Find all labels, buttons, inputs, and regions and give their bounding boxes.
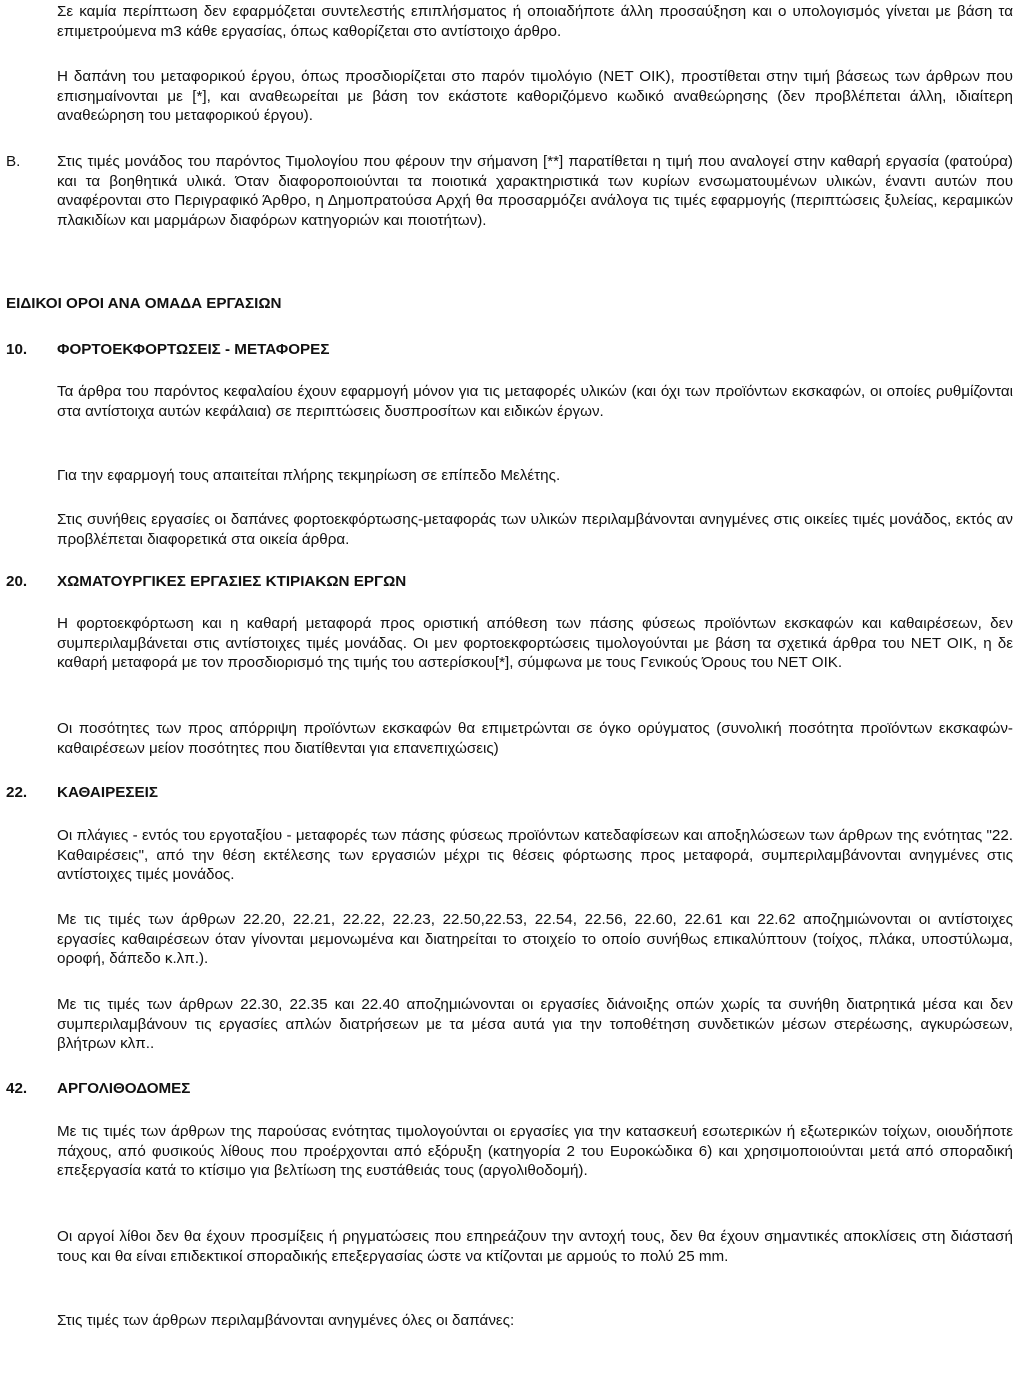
section-42-paragraph-3: Στις τιμές των άρθρων περιλαμβάνονται ανηγμένες όλες οι δαπάνες: [57,1312,515,1329]
section-22-paragraph-3: Με τις τιμές των άρθρων 22.30, 22.35 και 22.40 αποζημιώνονται οι εργασίες διάνοιξης οπών χωρίς τα συνήθη διατρητικά μέσα και δεν συμπεριλαμβάνουν τις εργασίες απλών διατρήσεων με τα μέσα αυτά για την τοποθέτηση συνδετικών μέσων στερέωσης, αγκυρώσεων, βλήτρων κλπ.. [57,996,1013,1053]
section-20-title: ΧΩΜΑΤΟΥΡΓΙΚΕΣ ΕΡΓΑΣΙΕΣ ΚΤΙΡΙΑΚΩΝ ΕΡΓΩΝ [57,573,407,590]
section-20-number: 20. [6,573,28,590]
section-22-paragraph-1: Οι πλάγιες - εντός του εργοταξίου - μεταφορές των πάσης φύσεως προϊόντων κατεδαφίσεων και αποξηλώσεων των άρθρων της ενότητας "22. Καθαιρέσεις", από την θέση εκτέλεσης των εργασιών μέχρι τις θέσεις φόρτωσης προς μεταφορά, συμπεριλαμβάνονται ανηγμένες στις αντίστοιχες τιμές μονάδος. [57,827,1013,884]
section-42-number: 42. [6,1080,28,1097]
section-20-paragraph-2: Οι ποσότητες των προς απόρριψη προϊόντων εκσκαφών θα επιμετρώνται σε όγκο ορύγματος (συνολική ποσότητα προϊόντων εκσκαφών- καθαιρέσεων μείον ποσότητες που διατίθενται για επανεπιχώσεις) [57,720,1013,757]
section-10-paragraph-3: Στις συνήθεις εργασίες οι δαπάνες φορτοεκφόρτωσης-μεταφοράς των υλικών περιλαμβάνονται ανηγμένες στις οικείες τιμές μονάδος, εκτός αν προβλέπεται διαφορετικά στα οικεία άρθρα. [57,511,1013,548]
section-22-number: 22. [6,784,28,801]
item-b-marker: B. [6,153,21,170]
section-22-paragraph-2: Με τις τιμές των άρθρων 22.20, 22.21, 22.22, 22.23, 22.50,22.53, 22.54, 22.56, 22.60, 22.61 και 22.62 αποζημιώνονται οι αντίστοιχες εργασίες καθαιρέσεων όταν γίνονται μεμονωμένα και διατηρείται το στοιχείο το οποίο συνήθως επικαλύπτουν (τοίχος, πλάκα, υποστύλωμα, οροφή, δάπεδο κ.λπ.). [57,911,1013,968]
intro-paragraph-1: Σε καμία περίπτωση δεν εφαρμόζεται συντελεστής επιπλήσματος ή οποιαδήποτε άλλη προσαύξηση και ο υπολογισμός γίνεται με βάση τα επιμετρούμενα m3 κάθε εργασίας, όπως καθορίζεται στο αντίστοιχο άρθρο. [57,3,1013,40]
section-10-paragraph-1: Τα άρθρα του παρόντος κεφαλαίου έχουν εφαρμογή μόνον για τις μεταφορές υλικών (και όχι των προϊόντων εκσκαφών, οι οποίες ρυθμίζονται στα αντίστοιχα αυτών κεφάλαια) σε περιπτώσεις δυσπροσίτων και ειδικών έργων. [57,383,1013,420]
special-terms-heading: ΕΙΔΙΚΟΙ ΟΡΟΙ ΑΝΑ ΟΜΑΔΑ ΕΡΓΑΣΙΩΝ [6,295,282,312]
section-10-paragraph-2: Για την εφαρμογή τους απαιτείται πλήρης τεκμηρίωση σε επίπεδο Μελέτης. [57,467,561,484]
section-10-title: ΦΟΡΤΟΕΚΦΟΡΤΩΣΕΙΣ - ΜΕΤΑΦΟΡΕΣ [57,341,330,358]
section-20-paragraph-1: Η φορτοεκφόρτωση και η καθαρή μεταφορά προς οριστική απόθεση των πάσης φύσεως προϊόντων εκσκαφών και καθαιρέσεων, δεν συμπεριλαμβάνεται στις αντίστοιχες τιμές μονάδας. Οι μεν φορτοεκφορτώσεις τιμολογούνται με βάση τα σχετικά άρθρα του ΝΕΤ ΟΙΚ, η δε καθαρή μεταφορά με τον προσδιορισμό της τιμής του αστερίσκου[*], σύμφωνα με τους Γενικούς Όρους του ΝΕΤ ΟΙΚ. [57,615,1013,672]
item-b-paragraph: Στις τιμές μονάδος του παρόντος Τιμολογίου που φέρουν την σήμανση [**] παρατίθεται η τιμή που αναλογεί στην καθαρή εργασία (φατούρα) και τα βοηθητικά υλικά. Όταν διαφοροποιούνται τα ποιοτικά χαρακτηριστικά των κυρίων ενσωματουμένων υλικών, έναντι αυτών που αναφέρονται στο Περιγραφικό Άρθρο, η Δημοπρατούσα Αρχή θα προσαρμόζει ανάλογα τις τιμές εφαρμογής (περιπτώσεις ξυλείας, κεραμικών πλακιδίων και μαρμάρων διαφόρων κατηγοριών και ποιοτήτων). [57,153,1013,229]
intro-paragraph-2: Η δαπάνη του μεταφορικού έργου, όπως προσδιορίζεται στο παρόν τιμολόγιο (ΝΕΤ ΟΙΚ), προστίθεται στην τιμή βάσεως των άρθρων που επισημαίνονται με [*], και αναθεωρείται με βάση τον εκάστοτε καθοριζόμενο κωδικό αναθεώρησης (δεν προβλέπεται άλλη, ιδιαίτερη αναθεώρηση του μεταφορικού έργου). [57,68,1013,125]
section-10-number: 10. [6,341,28,358]
section-42-paragraph-2: Οι αργοί λίθοι δεν θα έχουν προσμίξεις ή ρηγματώσεις που επηρεάζουν την αντοχή τους, δεν θα έχουν σημαντικές αποκλίσεις στη διάστασή τους και θα είναι επιδεκτικοί σποραδικής επεξεργασίας ώστε να κτίζονται με αρμούς το πολύ 25 mm. [57,1228,1013,1265]
section-42-paragraph-1: Με τις τιμές των άρθρων της παρούσας ενότητας τιμολογούνται οι εργασίες για την κατασκευή εσωτερικών ή εξωτερικών τοίχων, οιουδήποτε πάχους, από φυσικούς λίθους που προέρχονται από εξόρυξη (κατηγορία 2 του Ευροκώδικα 6) και χρησιμοποιούνται μετά από σποραδική επεξεργασία κατά το κτίσιμο για βελτίωση της ευστάθειάς τους (αργολιθοδομή). [57,1123,1013,1180]
section-22-title: ΚΑΘΑΙΡΕΣΕΙΣ [57,784,158,801]
section-42-title: ΑΡΓΟΛΙΘΟΔΟΜΕΣ [57,1080,191,1097]
